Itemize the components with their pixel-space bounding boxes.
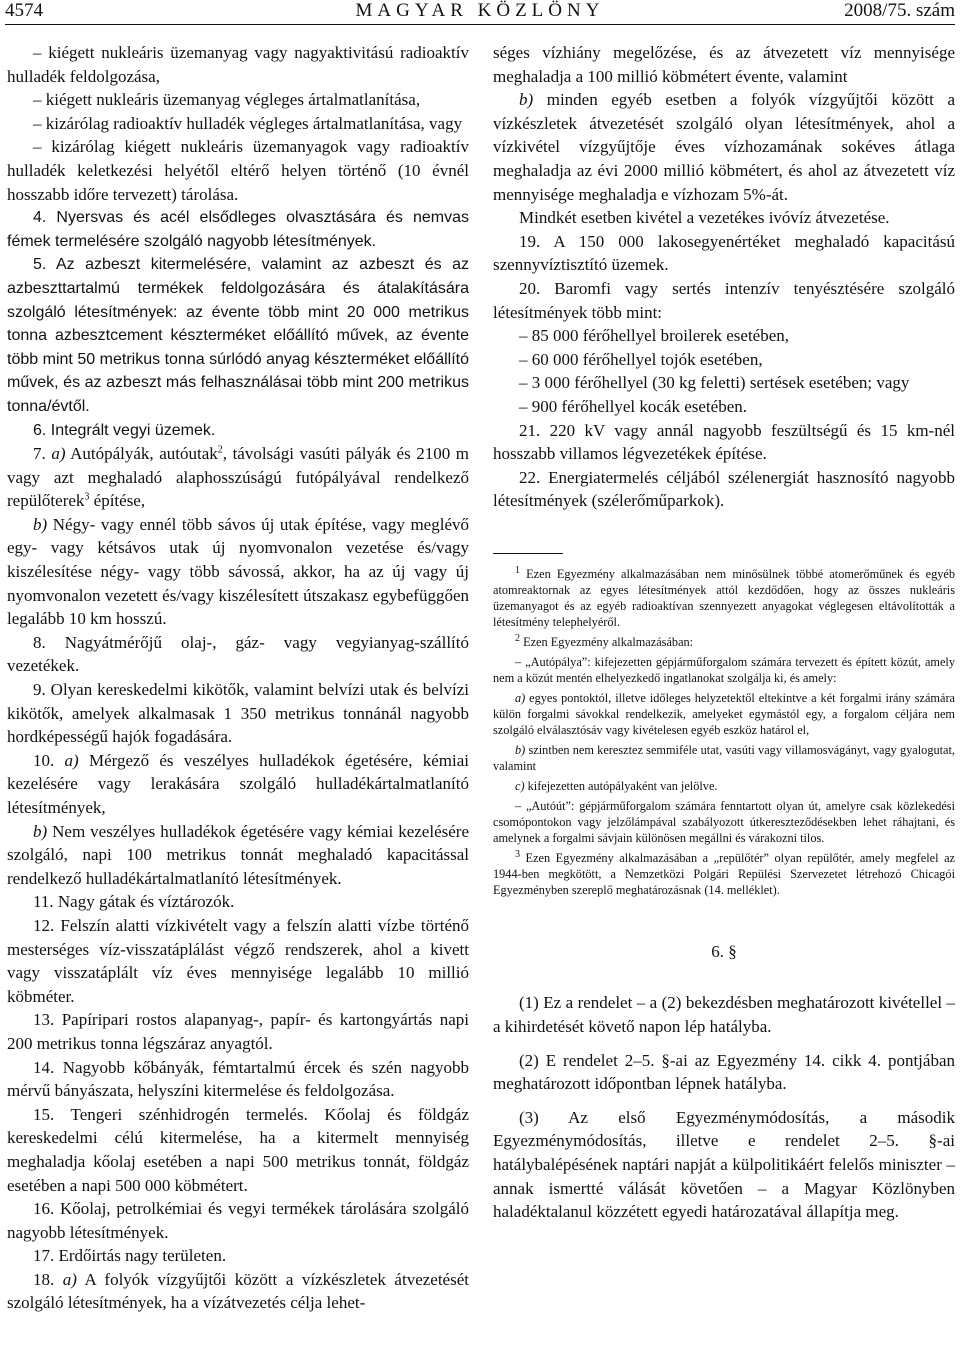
footnote-number: 1 (515, 564, 520, 576)
paragraph: 5. Az azbeszt kitermelésére, valamint az azbeszt és az azbeszttartalmú termékek feldolgozására és átalakítására szolgáló létesítmények: az évente több mint 20 000 metrikus tonna azbesztcement készterméket előállító művek, az évente több mint 50 metrikus tonna súrlódó anyag készterméket előállító művek, és az azbeszt más felhasználásai több mint 200 metrikus tonna/évtől. (7, 256, 469, 415)
paragraph (493, 88, 955, 206)
paragraph: – kizárólag kiégett nukleáris üzemanyagok vagy radioaktív hulladék keletkezési helyétől eltérő helyen történő (10 évnél hosszabb időre tervezett) tárolása. (7, 137, 469, 204)
text: a) (51, 444, 66, 464)
paragraph: – kizárólag radioaktív hulladék végleges ártalmatlanítása, vagy (33, 113, 463, 133)
paragraph: 13. Papíripari rostos alapanyag-, papír- és kartongyártás napi 200 metrikus tonna légszáraz anyagtól. (7, 1010, 469, 1053)
paragraph (7, 749, 469, 820)
text: Ezen Egyezmény alkalmazásában: (520, 634, 694, 649)
footnote (493, 634, 955, 650)
footnote (493, 566, 955, 630)
text: b) (33, 821, 48, 841)
text: A folyók vízgyűjtői között a vízkészletek átvezetését szolgáló létesítmények, ha a vízátvezetés célja lehet- (7, 1269, 469, 1313)
text: 10. (33, 750, 65, 770)
text: b) (33, 514, 48, 534)
paragraph: 4. Nyersvas és acél elsődleges olvasztására és nemvas fémek termelésére szolgáló nagyobb létesítmények. (7, 209, 469, 250)
paragraph (7, 513, 469, 631)
paragraph: 6. Integrált vegyi üzemek. (33, 421, 216, 439)
paragraph (7, 1268, 469, 1315)
paragraph: 17. Erdőirtás nagy területen. (33, 1246, 227, 1266)
paragraph: 20. Baromfi vagy sertés intenzív tenyésztésére szolgáló létesítmények több mint: (493, 278, 955, 322)
paragraph: (3) Az első Egyezménymódosítás, a második Egyezménymódosítás, illetve e rendelet 2–5. §-ai hatálybalépésének naptári napját a külpolitikáért felelős miniszter – annak ismertté válását követően – a Magyar Közlönyben haladéktalanul közzétett egyedi határozatával állapítja meg. (493, 1107, 955, 1222)
paragraph: séges vízhiány megelőzése, és az átvezetett víz mennyisége meghaladja a 100 millió köbmétert évente, valamint (493, 43, 955, 86)
text: minden egyéb esetben a folyók vízgyűjtői között a vízkészletek átvezetését szolgáló olyan létesítmények, ahol a vízkivétel vízgyűjtője éves vízhozamának sokéves átlaga meghaladja az évi 2000 millió köbmétert, és ahol az átvezetett víz mennyisége meghaladja e vízhozam 5%-át. (493, 90, 955, 204)
footnote: – „Autópálya”: kifejezetten gépjárműforgalom számára tervezett és épített közút, amely nem a közút mentén elhelyezkedő ingatlanokat szolgálja ki, és amely: (493, 654, 955, 685)
paragraph: – kiégett nukleáris üzemanyag végleges ártalmatlanítása, (33, 90, 421, 110)
text: építése, (89, 491, 146, 511)
paragraph: Mindkét esetben kivétel a vezetékes ivóvíz átvezetése. (519, 208, 890, 228)
list-item: – 900 férőhellyel kocák esetében. (519, 396, 747, 416)
page-header (5, 0, 955, 26)
text: b) (515, 742, 526, 757)
paragraph: (1) Ez a rendelet – a (2) bekezdésben meghatározott kivétellel – a kihirdetését követő napon lép hatályba. (493, 993, 955, 1037)
footnote (493, 742, 955, 774)
paragraph (7, 442, 469, 513)
text: c) (515, 778, 525, 793)
text: a) (64, 750, 79, 770)
paragraph: 19. A 150 000 lakosegyenértéket meghaladó kapacitású szennyvíztisztító üzemek. (493, 231, 955, 275)
paragraph: (2) E rendelet 2–5. §-ai az Egyezmény 14. cikk 4. pontjában meghatározott időpontban lépnek hatályba. (493, 1050, 955, 1094)
footnote-ref: 3 (84, 491, 90, 503)
text: egyes pontoktól, illetve időleges helyzetektől eltekintve a két forgalmi irány számára külön forgalmi sávokkal rendelkezik, amelyeket egymástól egy, a forgalom céljára nem szolgáló elválasztósáv vagy kivételesen egyéb eszköz határol el, (493, 690, 955, 737)
list-item: – 60 000 férőhellyel tojók esetében, (519, 349, 763, 369)
paragraph: 16. Kőolaj, petrolkémiai és vegyi termékek tárolására szolgáló nagyobb létesítmények. (7, 1199, 469, 1242)
paragraph (7, 820, 469, 891)
list-item: – 3 000 férőhellyel (30 kg feletti) sertések esetében; vagy (519, 373, 910, 393)
paragraph: 9. Olyan kereskedelmi kikötők, valamint belvízi utak és belvízi kikötők, amelyek alkalmasak 1 350 metrikus tonnánál nagyobb hordképességű hajók fogadására. (7, 680, 469, 747)
footnote (493, 778, 955, 794)
text: a) (62, 1269, 77, 1289)
paragraph: 12. Felszín alatti vízkivételt vagy a felszín alatti vízbe történő mesterséges víz-visszatáplálást végző rendszerek, ahol a kivett vagy visszatáplált víz éves mennyisége legalább 10 millió köbméter. (7, 915, 469, 1006)
text: 7. (33, 444, 52, 464)
page-number: 4574 (5, 0, 43, 21)
text: szintben nem keresztez semmiféle utat, vasúti vagy villamosvágányt, vagy gyalogutat, valamint (493, 742, 955, 773)
text: kifejezetten autópályaként van jelölve. (524, 778, 718, 793)
paragraph: – kiégett nukleáris üzemanyag vagy nagyaktivitású radioaktív hulladék feldolgozása, (7, 43, 469, 86)
text: Ezen Egyezmény alkalmazásában nem minősülnek többé atomerőműnek és egyéb atomreaktornak az egyes létesítmények attól kezdődően, hogy az összes nukleáris üzemanyagot és az egyéb radioaktívan szennyezett anyagokat véglegesen eltávolították a létesítmény telephelyéről. (493, 566, 955, 629)
text: Nem veszélyes hulladékok égetésére vagy kémiai kezelésére szolgáló, napi 100 metrikus tonnát meghaladó kapacitással rendelkező hulladékártalmatlanító létesítmények. (7, 821, 469, 888)
footnote (493, 690, 955, 738)
footnote-number: 3 (515, 848, 520, 860)
text: Mérgező és veszélyes hulladékok égetésére, kémiai kezelésére vagy lerakására szolgáló hulladékártalmatlanító létesítmények, (7, 750, 470, 817)
text: 18. (33, 1269, 63, 1289)
issue-number: 2008/75. szám (844, 0, 955, 21)
paragraph: 8. Nagyátmérőjű olaj-, gáz- vagy vegyianyag-szállító vezetékek. (7, 632, 469, 676)
footnote (493, 850, 955, 898)
section-heading: 6. § (711, 941, 737, 961)
paragraph: 21. 220 kV vagy annál nagyobb feszültségű és 15 km-nél hosszabb villamos légvezetékek építése. (493, 420, 955, 464)
paragraph: 14. Nagyobb kőbányák, fémtartalmú ércek és szén nagyobb mérvű bányászata, helyszíni kitermelése és feldolgozása. (7, 1057, 469, 1101)
footnotes (493, 566, 955, 898)
footnote-ref: 2 (217, 444, 223, 456)
paragraph: 11. Nagy gátak és víztározók. (33, 892, 235, 912)
text: Autópályák, autóutak (65, 444, 218, 464)
footnote-rule (493, 553, 563, 554)
text: Ezen Egyezmény alkalmazásában a „repülőtér” olyan repülőtér, amely megfelel az 1944-ben megkötött, a Nemzetközi Polgári Repülési Szervezetet létrehozó Chicagói Egyezményben szereplő meghatározásnak (14. melléklet). (493, 850, 955, 897)
right-column (493, 41, 955, 1224)
footnote: – „Autóút”: gépjárműforgalom számára fenntartott olyan út, amelyre csak közlekedési csomópontokon vagy jelzőlámpával szabályozott útkereszteződésekben lehet ráhajtani, és amelynek a forgalmi sávjain különösen megállni és várakozni tilos. (493, 798, 955, 845)
left-column (7, 41, 469, 1315)
list-item: – 85 000 férőhellyel broilerek esetében, (519, 326, 790, 346)
journal-title: MAGYAR KÖZLÖNY (355, 0, 605, 21)
text: , távolsági vasúti pályák és 2100 m vagy azt meghaladó alaphosszúságú futópályával rendelkező repülőterek (7, 444, 470, 511)
text: Négy- vagy ennél több sávos új utak építése, vagy meglévő egy- vagy kétsávos utak új nyomvonalon vezetése és/vagy kiszélesítése négy- vagy több sávossá, akkor, ha az új vagy új nyomvonalon vezetett és/vagy kiszélesített útszakasz egybefüggően legalább 10 km hosszú. (7, 514, 469, 629)
text: b) (519, 90, 534, 110)
paragraph: 22. Energiatermelés céljából szélenergiát hasznosító nagyobb létesítmények (szélerőműparkok). (493, 467, 955, 511)
paragraph: 15. Tengeri szénhidrogén termelés. Kőolaj és földgáz kereskedelmi célú kitermelése, ha a kitermelt mennyiség meghaladja kőolaj esetében a napi 500 metrikus tonnát, földgáz esetében a napi 500 000 köbmétert. (7, 1104, 469, 1195)
footnote-number: 2 (515, 632, 520, 644)
text: a) (515, 690, 526, 705)
header-rule (5, 24, 955, 25)
